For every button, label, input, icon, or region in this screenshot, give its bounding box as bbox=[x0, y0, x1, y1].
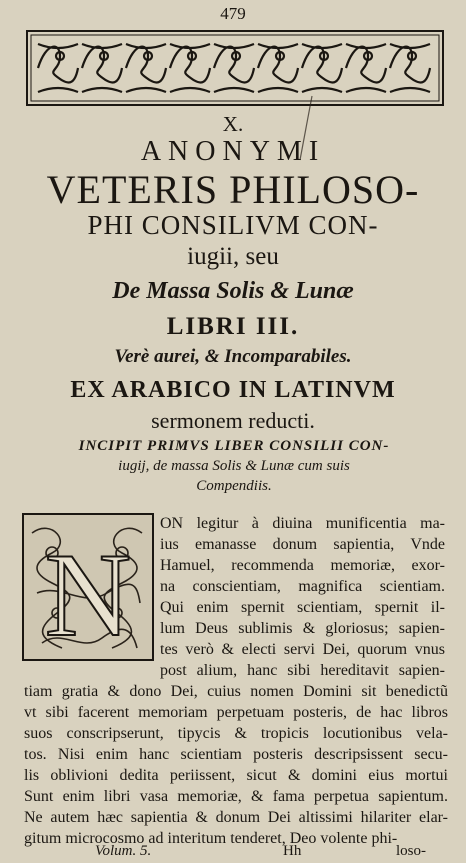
incipit-line: INCIPIT PRIMVS LIBER CONSILII CON- bbox=[78, 438, 390, 454]
body-line: tes verò & electi servi Dei, quorum vnus bbox=[160, 641, 445, 658]
body-line: tiam gratia & dono Dei, cuius nomen Domini sit benedictũ bbox=[24, 683, 448, 700]
title-sermonem: sermonem reducti. bbox=[151, 408, 315, 433]
body-line: suos conscripserunt, tipycis & tropicis locutionibus vela- bbox=[24, 725, 448, 742]
title-veteris: VETERIS PHILOSO- bbox=[46, 167, 420, 212]
body-line: Ne autem hæc sapientia & donum Dei altissimi hilariter elar- bbox=[24, 809, 448, 826]
body-line: Sunt enim libri vasa memoriæ, & fama perpetua sapientum. bbox=[24, 788, 448, 805]
signature-volume: Volum. 5. bbox=[95, 843, 152, 859]
body-line: ius emanasse donum sapientia, Vnde bbox=[160, 536, 445, 553]
body-line: ON legitur à diuina munificentia ma- bbox=[160, 515, 445, 532]
incipit-line: Compendiis. bbox=[196, 478, 272, 494]
body-line: Qui enim spernit scientiam, spernit il- bbox=[160, 599, 445, 616]
body-line: vt sibi facerent memoriam perpetuam posteris, de hac libros bbox=[24, 704, 448, 721]
body-line: lum Deus sublimis & gloriosus; sapien- bbox=[160, 620, 445, 637]
title-vere-aurei: Verè aurei, & Incomparabiles. bbox=[114, 346, 352, 367]
body-line: gitum microcosmo ad interitum tenderet, Deo volente phi- bbox=[24, 830, 398, 847]
title-ex-arabico: EX ARABICO IN LATINVM bbox=[70, 377, 396, 403]
title-iugii: iugii, seu bbox=[187, 243, 279, 270]
body-line: Hamuel, recommenda memoriæ, exor- bbox=[160, 557, 445, 574]
title-libri: LIBRI III. bbox=[166, 313, 300, 340]
title-phi-line: PHI CONSILIVM CON- bbox=[87, 210, 379, 240]
body-line: post alium, hanc sibi hereditavit sapien- bbox=[160, 662, 445, 679]
body-line: tos. Nisi enim hanc scientiam posteris descripsissent secu- bbox=[24, 746, 448, 763]
page-number: 479 bbox=[220, 4, 246, 23]
title-de-massa: De Massa Solis & Lunæ bbox=[112, 278, 354, 304]
body-line: na conscientiam, magnifica scientiam. bbox=[160, 578, 445, 595]
chapter-numeral: X. bbox=[222, 112, 244, 136]
body-line: lis oblivioni dedita periissent, sicut & domini eius mortui bbox=[24, 767, 448, 784]
catchword: loso- bbox=[396, 843, 426, 859]
signature-mark: Hh bbox=[283, 843, 302, 859]
title-anonymi: ANONYMI bbox=[140, 136, 326, 167]
initial-letter: N bbox=[44, 528, 132, 661]
incipit-line: iugij, de massa Solis & Lunæ cum suis bbox=[118, 458, 350, 474]
